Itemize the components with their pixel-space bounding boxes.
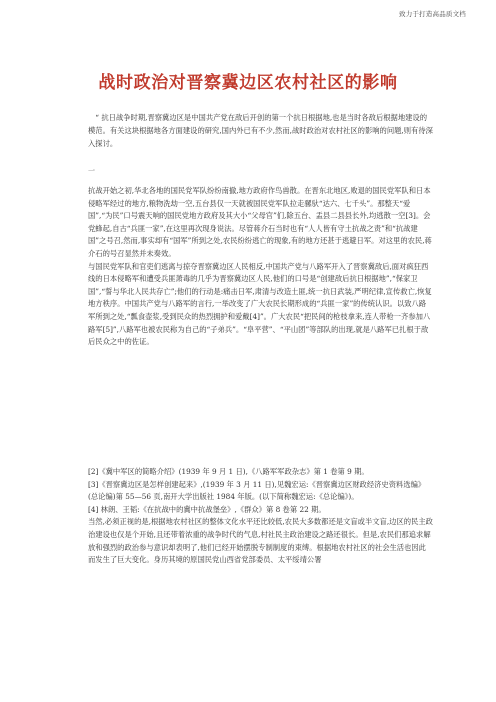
body-text bbox=[88, 185, 433, 349]
header-note: 致力于打造高品质文档 bbox=[399, 10, 466, 18]
abstract-paragraph: “ 抗日战争时期,晋察冀边区是中国共产党在敌后开创的第一个抗日根据地,也是当时各敌后根据地建设的模范。有关这块根据地各方面建设的研究,国内外已有不少,然而,战时政治对农村社区的影响的问题,则有待深入探讨。 bbox=[88, 113, 433, 148]
closing-paragraph: 当然,必须正视的是,根据地农村社区的整体文化水平还比较低,农民大多数都还是文盲或半文盲,边区的民主政治建设也仅是个开始,且还带着浓重的战争时代的气息,村社民主政治建设之路还很长。但是,农民们那追求解放和强烈的政治参与意识却表明了,他们已经开始摆脱专制制度的束缚。根据地农村社区的社会生活也因此而发生了巨大变化。身历其境的原国民党山西省党部委员、太平绥靖公署 bbox=[88, 517, 433, 565]
reference-item: [2]《冀中军区的简略介绍》(1939 年 9 月 1 日),《八路军军政杂志》第 1 卷第 9 期。 bbox=[88, 467, 369, 476]
section-number: 一 bbox=[88, 167, 95, 175]
document-title: 战时政治对晋察冀边区农村社区的影响 bbox=[98, 73, 398, 93]
reference-item: [3]《晋察冀边区是怎样创建起来》,(1939 年 3 月 11 日),见魏宏运:《晋察冀边区财政经济史资料选编》(总论编)第 55—56 页,南开大学出版社 1984 年版。(以下简称魏宏运:《总论编》)。 bbox=[88, 479, 426, 502]
references bbox=[88, 466, 433, 567]
body-paragraph: 与国民党军队和官吏们逃离与掠夺晋察冀边区人民相反,中国共产党与八路军开入了晋察冀敌后,面对疯狂西线的日本侵略军和遭受兵匪萧毒的几乎为晋察冀边区人民,他们的口号是“创建敌后抗日根据地”,“保家卫国”,“誓与华北人民共存亡”;他们的行动是:痛击日军,肃清与改造土匪,统一抗日武装,严明纪律,宣传救亡,恢复地方秩序。中国共产党与八路军的言行,一举改变了广大农民长期形成的“兵匪一家”的传统认识。以致八路军所到之处,“瓢食壶浆,受到民众的热烈拥护和爱戴[4]”。广大农民“把民间的枪枝拿来,连人带枪一齐参加八路军[5]”,八路军也被农民称为自己的“子弟兵”。“阜平营”、“平山团”等部队的出现,就是八路军已扎根于敌后民众之中的佐证。 bbox=[88, 261, 432, 347]
body-paragraph: 抗战开始之初,华北各地的国民党军队纷纷南撤,地方政府作鸟兽散。在晋东北地区,败退的国民党军队和日本侵略军经过的地方,粮物洗劫一空,五台县仅一天就被国民党军队拉走骡驮“达六、七千头”。那整天“爱国”,“为民”口号震天响的国民党地方政府及其大小“父母官”们,除五台、盂县二县县长外,均逃散一空[3]。会党蜂起,自古“兵匪一家”,在这里再次现身说法。尽管蒋介石当时也有“人人皆有守土抗战之责”和“抗战建国”之号召,然而,事实却有“国军”所到之处,农民纷纷逃亡的现象,有的地方还甚于逃避日军。对这里的农民,蒋介石的号召显然并未奏效。 bbox=[88, 186, 432, 258]
reference-item: [4] 林朗、王韬:《在抗战中的冀中抗战堡垒》,《群众》第 8 卷第 22 期。 bbox=[88, 504, 326, 514]
